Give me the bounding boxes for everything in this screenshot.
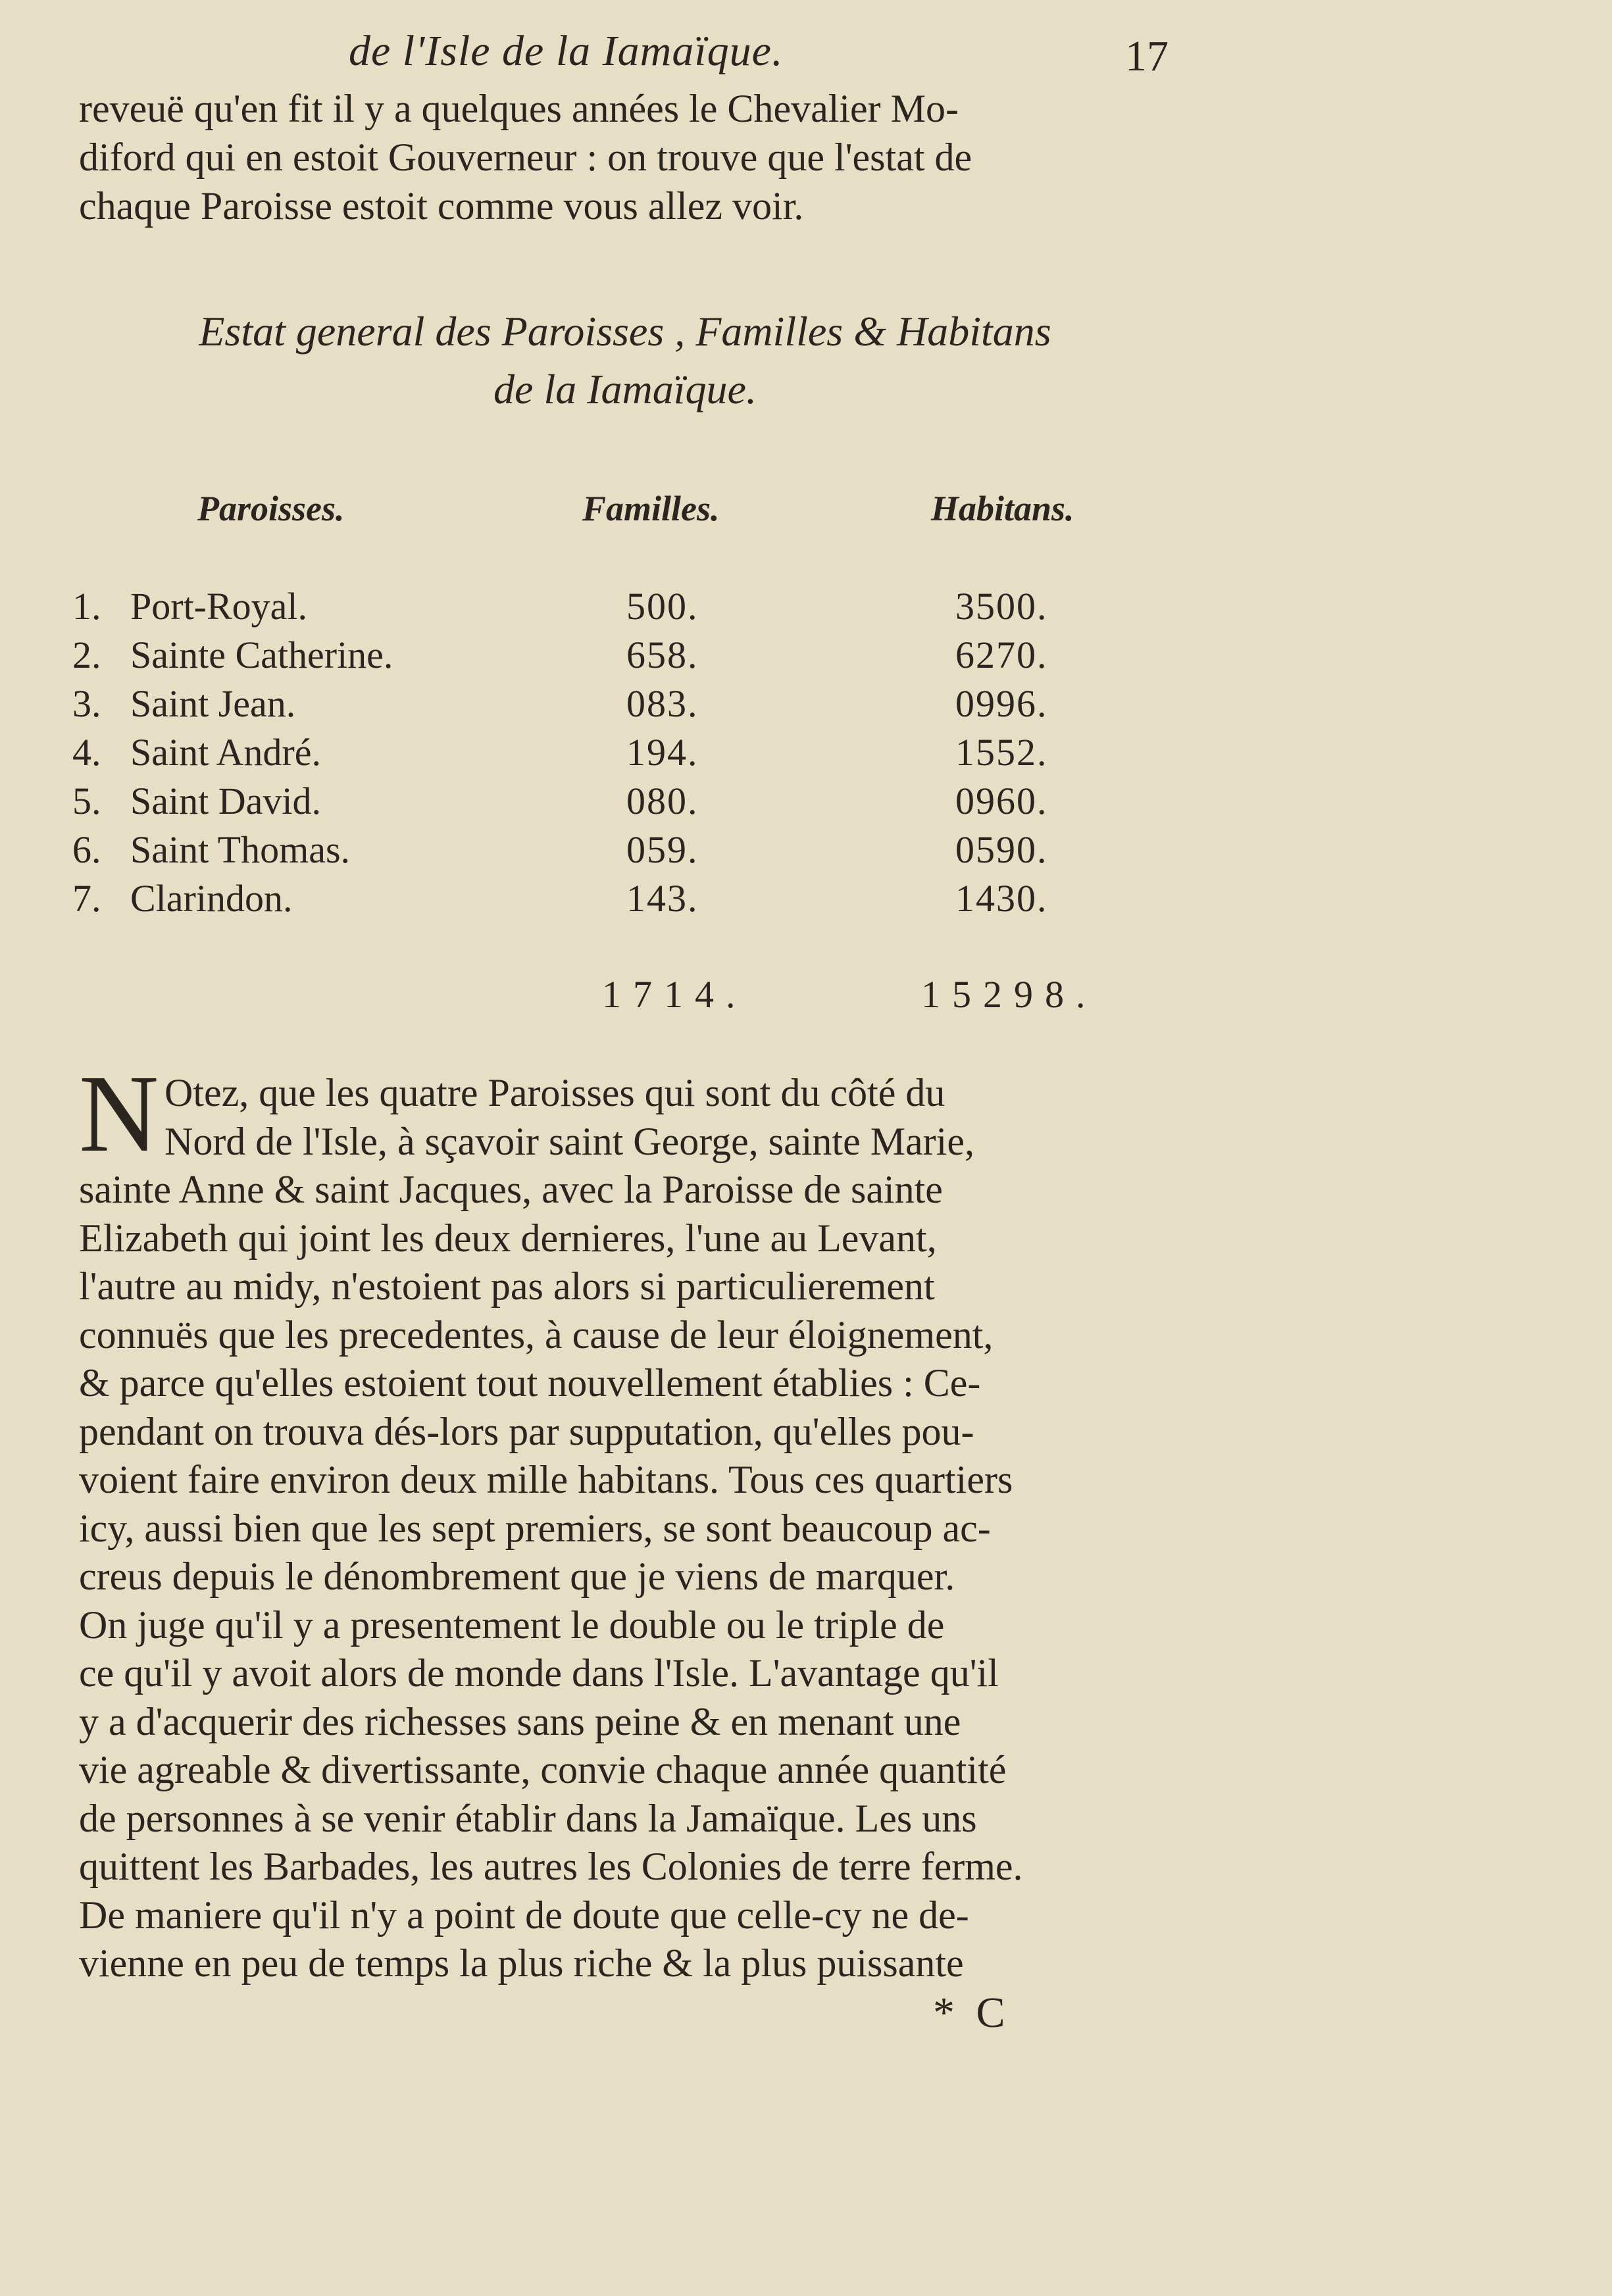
body-line: creus depuis le dénombrement que je viens de marquer. bbox=[79, 1555, 955, 1598]
body-line: vienne en peu de temps la plus riche & la plus puissante bbox=[79, 1941, 964, 1985]
body-line: voient faire environ deux mille habitans. Tous ces quartiers bbox=[79, 1458, 1013, 1501]
row-number: 7. bbox=[72, 877, 101, 920]
inhabitants-value: 3500. bbox=[955, 585, 1048, 628]
inhabitants-value: 1552. bbox=[955, 731, 1048, 774]
table-row bbox=[72, 730, 1125, 778]
body-line: pendant on trouva dés-lors par supputation, qu'elles pou- bbox=[79, 1409, 974, 1453]
row-number: 2. bbox=[72, 634, 101, 676]
families-value: 080. bbox=[626, 780, 699, 822]
parish-name: Clarindon. bbox=[130, 877, 293, 920]
row-number: 4. bbox=[72, 731, 101, 774]
body-line: y a d'acquerir des richesses sans peine & en menant une bbox=[79, 1699, 961, 1743]
parish-name: Sainte Catherine. bbox=[130, 634, 393, 676]
body-line: Elizabeth qui joint les deux dernieres, l'une au Levant, bbox=[79, 1216, 937, 1260]
inhabitants-value: 0996. bbox=[955, 682, 1048, 725]
table-title-line: de la Iamaïque. bbox=[493, 366, 757, 412]
parish-name: Saint Thomas. bbox=[130, 828, 351, 871]
body-line: ce qu'il y avoit alors de monde dans l'Isle. L'avantage qu'il bbox=[79, 1651, 999, 1695]
row-number: 6. bbox=[72, 828, 101, 871]
body-line: de personnes à se venir établir dans la Jamaïque. Les uns bbox=[79, 1796, 977, 1840]
body-line: De maniere qu'il n'y a point de doute que celle-cy ne de- bbox=[79, 1893, 969, 1937]
row-number: 1. bbox=[72, 585, 101, 628]
drop-cap: N bbox=[79, 1053, 159, 1175]
inhabitants-value: 0590. bbox=[955, 828, 1048, 871]
total-inhabitants: 15298. bbox=[921, 973, 1097, 1016]
intro-line: diford qui en estoit Gouverneur : on trouve que l'estat de bbox=[79, 136, 972, 179]
body-line: vie agreable & divertissante, convie chaque année quantité bbox=[79, 1748, 1007, 1791]
intro-paragraph bbox=[79, 84, 1171, 230]
body-line: connuës que les precedentes, à cause de leur éloignement, bbox=[79, 1312, 994, 1357]
intro-line: reveuë qu'en fit il y a quelques années le Chevalier Mo- bbox=[79, 87, 959, 130]
inhabitants-value: 6270. bbox=[955, 634, 1048, 676]
body-paragraph bbox=[79, 1069, 1171, 1988]
catchword: * C bbox=[933, 1989, 1011, 2037]
table-row bbox=[72, 633, 1125, 680]
table-row bbox=[72, 876, 1125, 924]
families-value: 500. bbox=[626, 585, 699, 628]
column-header-families: Familles. bbox=[582, 489, 720, 528]
intro-line: chaque Paroisse estoit comme vous allez voir. bbox=[79, 184, 804, 228]
body-line: l'autre au midy, n'estoient pas alors si particulierement bbox=[79, 1264, 935, 1308]
table-row bbox=[72, 682, 1125, 729]
families-value: 083. bbox=[626, 682, 699, 725]
column-header-parishes: Paroisses. bbox=[197, 489, 345, 528]
table-row bbox=[72, 828, 1125, 875]
total-families: 1714. bbox=[602, 973, 747, 1016]
families-value: 658. bbox=[626, 634, 699, 676]
inhabitants-value: 1430. bbox=[955, 877, 1048, 920]
parish-name: Saint Jean. bbox=[130, 682, 296, 725]
parish-name: Port-Royal. bbox=[130, 585, 308, 628]
parish-name: Saint André. bbox=[130, 731, 321, 774]
body-line: quittent les Barbades, les autres les Colonies de terre ferme. bbox=[79, 1845, 1023, 1888]
row-number: 5. bbox=[72, 780, 101, 822]
running-head: de l'Isle de la Iamaïque. bbox=[349, 27, 784, 75]
families-value: 059. bbox=[626, 828, 699, 871]
body-line: On juge qu'il y a presentement le double ou le triple de bbox=[79, 1603, 945, 1647]
column-header-inhabitants: Habitans. bbox=[931, 489, 1074, 528]
table-title bbox=[79, 303, 1171, 418]
page-number: 17 bbox=[1125, 32, 1169, 80]
body-line: Nord de l'Isle, à sçavoir saint George, sainte Marie, bbox=[164, 1119, 974, 1163]
families-value: 143. bbox=[626, 877, 699, 920]
body-line: & parce qu'elles estoient tout nouvellement établies : Ce- bbox=[79, 1361, 981, 1405]
table-row bbox=[72, 779, 1125, 826]
body-line: icy, aussi bien que les sept premiers, se sont beaucoup ac- bbox=[79, 1506, 991, 1550]
body-line: sainte Anne & saint Jacques, avec la Paroisse de sainte bbox=[79, 1168, 943, 1211]
table-title-line: Estat general des Paroisses , Familles & Habitans bbox=[199, 308, 1051, 355]
row-number: 3. bbox=[72, 682, 101, 725]
inhabitants-value: 0960. bbox=[955, 780, 1048, 822]
families-value: 194. bbox=[626, 731, 699, 774]
parish-name: Saint David. bbox=[130, 780, 321, 822]
table-row bbox=[72, 584, 1125, 632]
body-line: Otez, que les quatre Paroisses qui sont du côté du bbox=[164, 1071, 945, 1114]
